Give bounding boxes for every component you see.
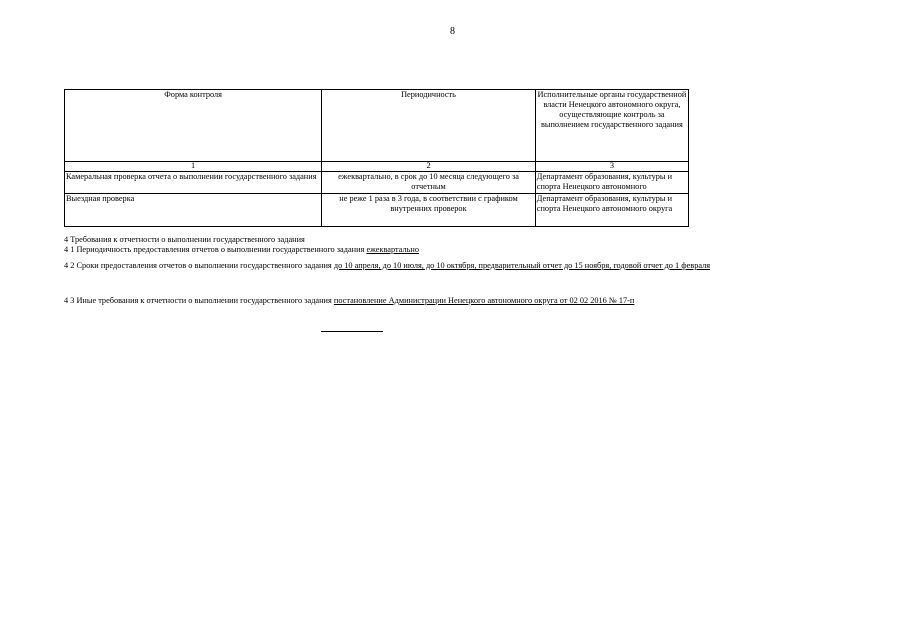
item-4-1 bbox=[64, 245, 419, 255]
row-periodicity: не реже 1 раза в 3 года, в соответствии с графиком внутренних проверок bbox=[322, 194, 536, 227]
item-4-1-value: ежеквартально bbox=[366, 245, 419, 254]
header-form: Форма контроля bbox=[65, 90, 322, 162]
item-4-3 bbox=[64, 296, 634, 306]
divider-line bbox=[321, 331, 383, 332]
column-number: 1 bbox=[65, 162, 322, 172]
table-row bbox=[65, 194, 689, 227]
item-4-3-value: постановление Администрации Ненецкого автономного округа от 02 02 2016 № 17-п bbox=[333, 296, 635, 305]
page-number: 8 bbox=[450, 26, 455, 37]
row-form: Выездная проверка bbox=[65, 194, 322, 227]
row-form: Камеральная проверка отчета о выполнении государственного задания bbox=[65, 172, 322, 194]
column-number-row bbox=[65, 162, 689, 172]
row-authority: Департамент образования, культуры и спорта Ненецкого автономного bbox=[535, 172, 688, 194]
item-4-2-value: до 10 апреля, до 10 июля, до 10 октября, предварительный отчет до 15 ноября, годовой отчет до 1 февраля bbox=[333, 261, 711, 270]
table-header-row bbox=[65, 90, 689, 162]
item-4-1-label: 4 1 Периодичность предоставления отчетов о выполнении государственного задания bbox=[64, 245, 365, 254]
item-4-2 bbox=[64, 261, 784, 271]
item-4-2-label: 4 2 Сроки предоставления отчетов о выполнении государственного задания bbox=[64, 261, 332, 270]
control-table bbox=[64, 89, 689, 227]
section-4-title: 4 Требования к отчетности о выполнении государственного задания bbox=[64, 235, 305, 244]
header-periodicity: Периодичность bbox=[322, 90, 536, 162]
table-row bbox=[65, 172, 689, 194]
header-authority: Исполнительные органы государственной власти Ненецкого автономного округа, осуществляющие контроль за выполнением государственного задания bbox=[535, 90, 688, 162]
item-4-3-label: 4 3 Иные требования к отчетности о выполнении государственного задания bbox=[64, 296, 332, 305]
column-number: 2 bbox=[322, 162, 536, 172]
column-number: 3 bbox=[535, 162, 688, 172]
row-authority: Департамент образования, культуры и спорта Ненецкого автономного округа bbox=[535, 194, 688, 227]
row-periodicity: ежеквартально, в срок до 10 месяца следующего за отчетным bbox=[322, 172, 536, 194]
